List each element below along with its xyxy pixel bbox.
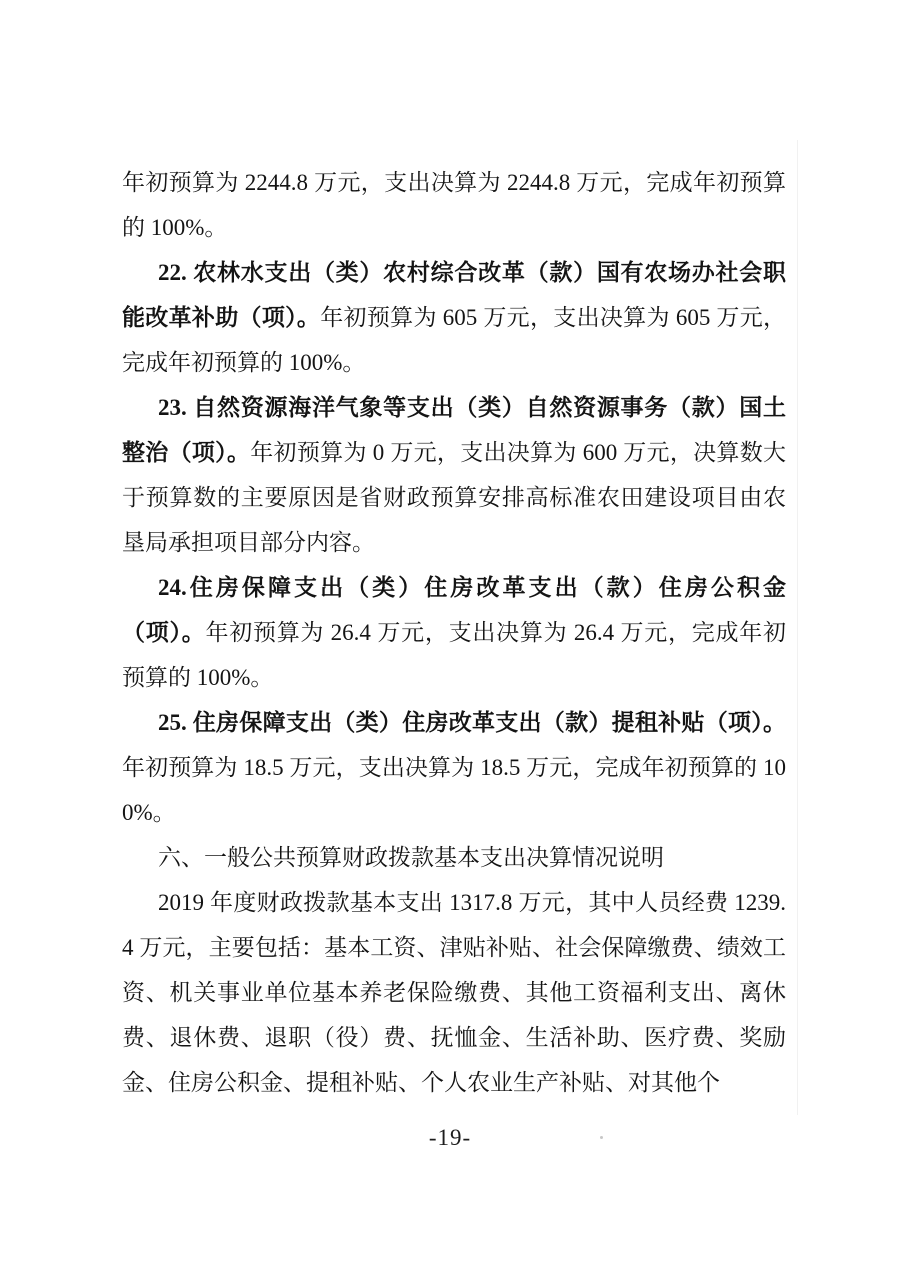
item-24-body: 年初预算为 26.4 万元，支出决算为 26.4 万元，完成年初预算的 100%。 [122,620,787,690]
item-23-body: 年初预算为 0 万元，支出决算为 600 万元，决算数大于预算数的主要原因是省财政预算安排高标准农田建设项目由农垦局承担项目部分内容。 [122,440,787,555]
item-25 [122,700,786,835]
section-heading-six-text: 六、一般公共预算财政拨款基本支出决算情况说明 [158,845,664,870]
paragraph-basic-expenditure [122,880,786,1105]
page-number: -19- [428,1125,472,1150]
item-22 [122,250,786,385]
section-heading-six [122,835,786,880]
item-24 [122,565,786,700]
item-23 [122,385,786,565]
item-23-heading: 23. 自然资源海洋气象等支出（类）自然资源事务（款）国土整治（项）。 [122,395,786,465]
item-22-body: 年初预算为 605 万元，支出决算为 605 万元，完成年初预算的 100%。 [122,305,787,375]
item-22-heading: 22. 农林水支出（类）农村综合改革（款）国有农场办社会职能改革补助（项）。 [122,260,786,330]
document-body [122,160,786,1105]
item-25-heading: 25. 住房保障支出（类）住房改革支出（款）提租补贴（项）。 [158,710,786,735]
item-24-heading: 24.住房保障支出（类）住房改革支出（款）住房公积金（项）。 [122,575,786,645]
scan-artifact-line [797,140,798,1115]
paragraph-continuation-text: 年初预算为 2244.8 万元，支出决算为 2244.8 万元，完成年初预算的 100%。 [122,170,786,240]
paragraph-basic-expenditure-text: 2019 年度财政拨款基本支出 1317.8 万元，其中人员经费 1239.4 万元，主要包括：基本工资、津贴补贴、社会保障缴费、绩效工资、机关事业单位基本养老保险缴费、其他工资福利支出、离休费、退休费、退职（役）费、抚恤金、生活补助、医疗费、奖励金、住房公积金、提租补贴、个人农业生产补贴、对其他个 [122,890,786,1095]
paragraph-continuation [122,160,786,250]
scan-artifact-speck [600,1136,603,1139]
item-25-body: 年初预算为 18.5 万元，支出决算为 18.5 万元，完成年初预算的 100%。 [122,755,786,825]
